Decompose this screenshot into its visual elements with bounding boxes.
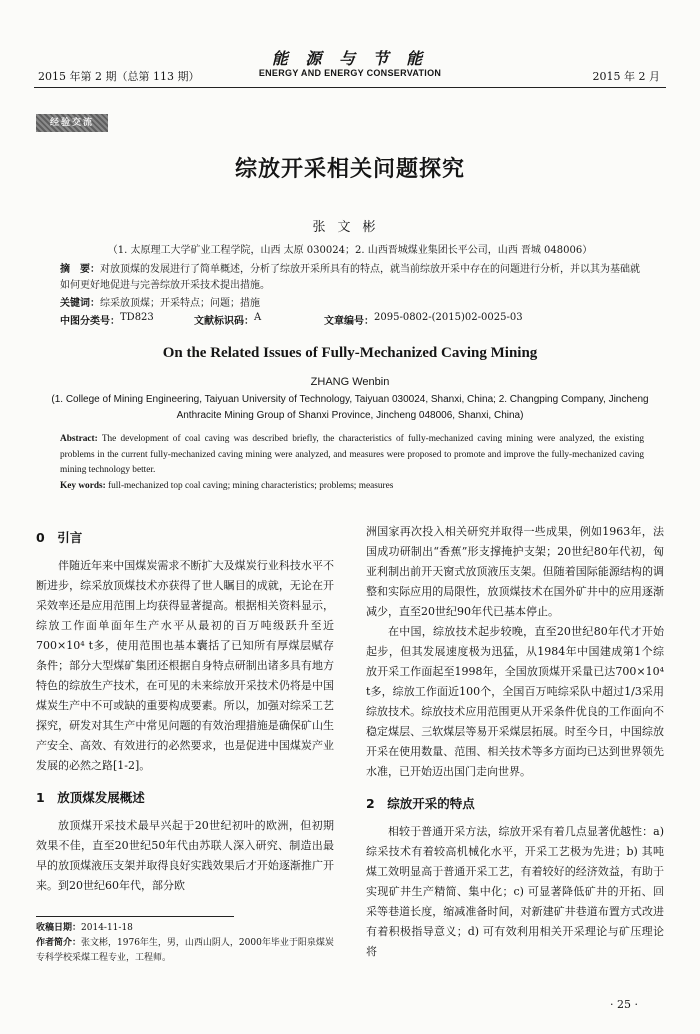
abstract-cn-text: 对放顶煤的发展进行了简单概述，分析了综放开采所具有的特点，就当前综放开采中存在的问题进行分析，并以其为基础就如何更好地促进与完善综放开采技术提出措施。	[60, 264, 640, 291]
author-en: ZHANG Wenbin	[310, 376, 390, 388]
article-title-en: On the Related Issues of Fully-Mechanized Caving Mining	[162, 345, 538, 361]
journal-title-cn: 能 源 与 节 能	[271, 49, 429, 68]
keywords-en-text: full-mechanized top coal caving; mining characteristics; problems; measures	[108, 481, 394, 491]
keywords-en	[60, 481, 644, 491]
keywords-en-label: Key words:	[60, 481, 106, 491]
paragraph: 相较于普通开采方法，综放开采有着几点显著优越性：a) 综采技术有着较高机械化水平，开采工艺极为先进；b) 其吨煤工效明显高于普通开采工艺，有着较好的经济效益，有助于实现矿井生产精简、集中化；c) 可显著降低矿井的开拓、回采等巷道长度，缩减准备时间，对新建矿井巷道布置方式改进有着积极指导意义；d) 可有效利用相关开采理论与矿压理论将	[366, 825, 664, 958]
abstract-en	[60, 432, 644, 479]
author-bio	[36, 936, 336, 966]
paragraph: 放顶煤开采技术最早兴起于20世纪初叶的欧洲，但初期效果不佳，直至20世纪50年代由苏联人深入研究、制造出最早的放顶煤液压支架并取得良好实践效果后才开始逐渐推广开来。到20世纪60年代，部分欧	[36, 819, 334, 892]
abstract-cn	[60, 262, 644, 294]
section-heading-characteristics: 2 综放开采的特点	[366, 796, 475, 811]
section-tag: 经验交流	[36, 114, 108, 132]
issue-date: 2015 年 2 月	[592, 70, 660, 83]
doc-code-label: 文献标识码：	[194, 316, 254, 327]
author-cn: 张文彬	[312, 220, 388, 235]
clc-value: TD823	[120, 312, 154, 323]
journal-title-en: ENERGY AND ENERGY CONSERVATION	[258, 68, 442, 78]
abstract-cn-label: 摘 要：	[60, 264, 100, 275]
abstract-en-label: Abstract:	[60, 434, 98, 444]
header-rule	[34, 87, 666, 88]
bio-label: 作者简介：	[36, 938, 82, 948]
footnote-rule	[36, 916, 234, 917]
abstract-en-text: The development of coal caving was described briefly, the characteristics of fully-mechanized caving mining were analyzed, the existing problems in the current fully-mechanized caving mining were analyzed, and measures were proposed to promote and improve the fully-mechanized caving mining technology better.	[60, 434, 645, 475]
keywords-cn-label: 关键词：	[60, 298, 100, 309]
body-column-right	[366, 516, 664, 962]
section-heading-overview: 1 放顶煤发展概述	[36, 790, 145, 805]
keywords-cn-text: 综采放顶煤；开采特点；问题；措施	[100, 298, 260, 309]
body-column-left	[36, 516, 334, 896]
bio-text: 张文彬，1976年生，男，山西山阴人，2000年毕业于阳泉煤炭专科学校采煤工程专业，工程师。	[36, 938, 334, 963]
section-heading-introduction: 0 引言	[36, 530, 83, 545]
clc-label: 中图分类号：	[60, 316, 120, 327]
paragraph: 在中国，综放技术起步较晚，直至20世纪80年代才开始起步，但其发展速度极为迅猛，从1984年中国建成第1个综放开采工作面起至1998年，全国放顶煤开采量已达700×10⁴ t多，综放工作面近100个，全国百万吨综采队中超过1/3采用综放技术。综放技术应用范围更从开采条件优良的工作面向不稳定煤层、三软煤层等易开采煤层拓展。时至今日，中国综放开采在使用数量、范围、相关技术等多方面均已达到世界领先水准，已开始迈出国门走向世界。	[366, 625, 664, 778]
article-no-value: 2095-0802-(2015)02-0025-03	[374, 312, 523, 323]
article-no-label: 文章编号：	[324, 316, 374, 327]
issue-info: 2015 年第 2 期（总第 113 期）	[38, 70, 200, 83]
doc-code-value: A	[254, 312, 262, 323]
article-title-cn: 综放开采相关问题探究	[234, 157, 465, 182]
affiliation-en: (1. College of Mining Engineering, Taiyuan University of Technology, Taiyuan 030024, Shanxi, China; 2. Changping Company, Jincheng Anthracite Mining Group of Shanxi Province, Jincheng 048006, Shanxi, China)	[51, 394, 649, 421]
footnote	[36, 921, 336, 966]
paragraph: 伴随近年来中国煤炭需求不断扩大及煤炭行业科技水平不断进步，综采放顶煤技术亦获得了世人瞩目的成就，无论在开采效率还是应用范围上均获得显著提高。根据相关资料显示，综放工作面单面年生产水平从最初的百万吨级跃升至近700×10⁴ t多，使用范围也基本囊括了已知所有厚煤层赋存条件；部分大型煤矿集团还根据自身特点研制出诸多具有地方特色的综放生产技术，在可见的未来综放开采技术仍将是中国煤炭生产中不可或缺的重要构成要素。所以，加强对综采工艺探究，研发对其生产中常见问题的有效治理措施是确保矿山生产安全、高效、有效进行的必然要求，也是促进中国煤炭产业发展的必然之路[1-2]。	[36, 559, 334, 772]
affiliation-cn: （1. 太原理工大学矿业工程学院，山西 太原 030024；2. 山西晋城煤业集团长平公司，山西 晋城 048006）	[107, 245, 593, 256]
page-number: · 25 ·	[610, 998, 638, 1011]
keywords-cn	[60, 296, 644, 312]
received-label: 收稿日期：	[36, 923, 82, 933]
running-header	[0, 34, 700, 83]
received-date	[36, 921, 336, 936]
paragraph-continued: 洲国家再次投入相关研究并取得一些成果，例如1963年，法国成功研制出“香蕉”形支撑掩护支架；20世纪80年代初，匈亚利制出前开天窗式放顶液压支架。但随着国际能源结构的调整和实际应用的局限性，放顶煤技术在国外矿井中的应用逐渐减少，直至20世纪90年代已基本停止。	[366, 525, 664, 618]
received-value: 2014-11-18	[81, 923, 133, 933]
